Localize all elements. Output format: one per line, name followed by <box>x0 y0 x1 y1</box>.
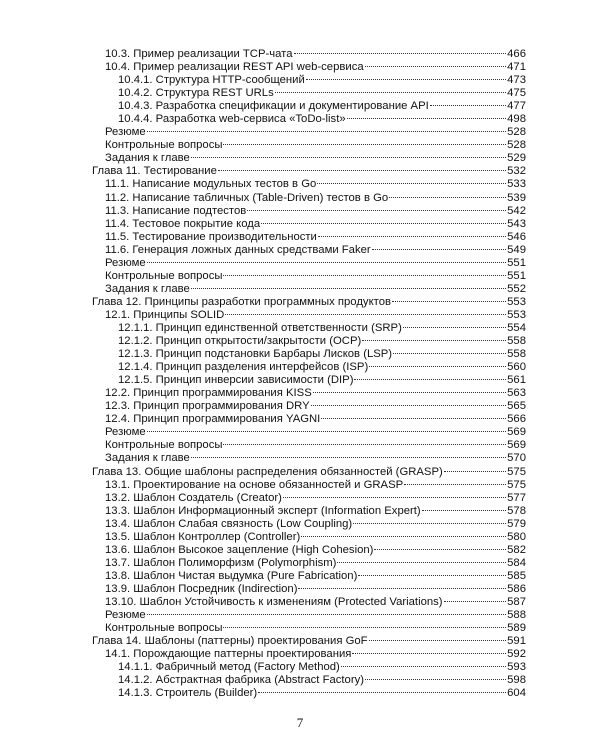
toc-subsection-entry <box>92 113 526 126</box>
toc-section-entry <box>92 152 526 165</box>
dot-leader <box>147 131 506 132</box>
toc-entry-page: 575 <box>507 478 526 491</box>
toc-section-entry <box>92 452 526 465</box>
toc-entry-page: 528 <box>507 126 526 139</box>
toc-entry-title: 11.1. Написание модульных тестов в Go <box>105 178 317 191</box>
toc-section-entry <box>92 283 526 296</box>
toc-section-entry <box>92 126 526 139</box>
toc-entry-page: 466 <box>507 48 526 60</box>
toc-subsection-entry <box>92 687 526 700</box>
toc-section-entry <box>92 648 526 661</box>
toc-entry-page: 528 <box>507 139 526 152</box>
dot-leader <box>294 53 507 54</box>
toc-subsection-entry <box>92 661 526 674</box>
toc-entry-title: 13.9. Шаблон Посредник (Indirection) <box>105 582 298 595</box>
toc-section-entry <box>92 531 526 544</box>
toc-entry-page: 586 <box>507 582 526 595</box>
toc-entry-page: 529 <box>507 152 526 165</box>
toc-entry-title: 12.1. Принципы SOLID <box>105 308 225 321</box>
toc-section-entry <box>92 309 526 322</box>
toc-entry-page: 569 <box>507 439 526 452</box>
dot-leader <box>353 523 506 524</box>
dot-leader <box>358 575 506 576</box>
toc-entry-title: 10.4.2. Структура REST URLs <box>118 87 274 100</box>
dot-leader <box>444 471 506 472</box>
toc-section-entry <box>92 622 526 635</box>
toc-entry-page: 543 <box>507 217 526 230</box>
dot-leader <box>393 353 506 354</box>
toc-entry-title: Контрольные вопросы <box>105 439 223 452</box>
toc-entry-title: Контрольные вопросы <box>105 269 223 282</box>
toc-entry-page: 539 <box>507 191 526 204</box>
dot-leader <box>247 210 506 211</box>
toc-entry-title: 12.1.3. Принцип подстановки Барбары Лисков (LSP) <box>118 348 393 361</box>
toc-section-entry <box>92 492 526 505</box>
dot-leader <box>354 379 506 380</box>
toc-section-entry <box>92 557 526 570</box>
toc-entry-title: 12.1.5. Принцип инверсии зависимости (DIP) <box>118 374 354 387</box>
toc-section-entry <box>92 192 526 205</box>
toc-subsection-entry <box>92 87 526 100</box>
toc-chapter-entry <box>92 466 526 479</box>
toc-entry-page: 598 <box>507 674 526 687</box>
toc-entry-title: 14.1.3. Строитель (Builder) <box>118 687 258 700</box>
toc-entry-title: 13.5. Шаблон Контроллер (Controller) <box>105 530 301 543</box>
toc-entry-page: 498 <box>507 113 526 126</box>
toc-section-entry <box>92 218 526 231</box>
toc-entry-page: 580 <box>507 530 526 543</box>
toc-entry-page: 553 <box>507 295 526 308</box>
toc-entry-page: 578 <box>507 504 526 517</box>
dot-leader <box>313 392 506 393</box>
toc-section-entry <box>92 205 526 218</box>
toc-entry-title: Резюме <box>105 426 146 439</box>
toc-entry-title: Глава 14. Шаблоны (паттерны) проектирования GoF <box>92 635 368 648</box>
toc-entry-title: 10.4.1. Структура HTTP-сообщений <box>118 74 305 87</box>
dot-leader <box>389 197 506 198</box>
toc-section-entry <box>92 400 526 413</box>
toc-entry-page: 587 <box>507 595 526 608</box>
toc-entry-title: 11.6. Генерация ложных данных средствами Faker <box>105 243 371 256</box>
dot-leader <box>362 340 506 341</box>
toc-entry-title: 13.7. Шаблон Полиморфизм (Polymorphism) <box>105 556 337 569</box>
toc-section-entry <box>92 231 526 244</box>
toc-entry-title: 12.1.4. Принцип разделения интерфейсов (ISP) <box>118 361 369 374</box>
toc-entry-page: 589 <box>507 622 526 635</box>
dot-leader <box>374 549 506 550</box>
dot-leader <box>369 366 506 367</box>
dot-leader <box>218 170 506 171</box>
toc-entry-page: 593 <box>507 661 526 674</box>
dot-leader <box>147 431 506 432</box>
toc-entry-page: 566 <box>507 413 526 426</box>
toc-section-entry <box>92 178 526 191</box>
toc-entry-title: 11.4. Тестовое покрытие кода <box>105 217 261 230</box>
toc-entry-title: Резюме <box>105 609 146 622</box>
toc-entry-page: 473 <box>507 74 526 87</box>
dot-leader <box>147 614 506 615</box>
toc-chapter-entry <box>92 296 526 309</box>
toc-entry-title: 11.3. Написание подтестов <box>105 204 247 217</box>
toc-entry-page: 565 <box>507 400 526 413</box>
toc-entry-page: 551 <box>507 269 526 282</box>
toc-entry-page: 558 <box>507 335 526 348</box>
toc-section-entry <box>92 505 526 518</box>
dot-leader <box>321 418 506 419</box>
toc-section-entry <box>92 583 526 596</box>
toc-entry-title: Глава 11. Тестирование <box>92 165 217 178</box>
dot-leader <box>347 118 507 119</box>
toc-entry-title: 12.3. Принцип программирования DRY <box>105 400 310 413</box>
toc-entry-page: 577 <box>507 491 526 504</box>
toc-subsection-entry <box>92 322 526 335</box>
toc-entry-page: 552 <box>507 282 526 295</box>
toc-section-entry <box>92 270 526 283</box>
toc-entry-title: 13.4. Шаблон Слабая связность (Low Coupling) <box>105 517 353 530</box>
toc-entry-title: 11.5. Тестирование производительности <box>105 230 317 243</box>
toc-entry-title: 13.1. Проектирование на основе обязанностей и GRASP <box>105 478 404 491</box>
toc-subsection-entry <box>92 348 526 361</box>
toc-entry-page: 575 <box>507 465 526 478</box>
toc-entry-title: 10.4. Пример реализации REST API web-сервиса <box>105 61 364 74</box>
toc-section-entry <box>92 61 526 74</box>
toc-entry-title: Задания к главе <box>105 152 190 165</box>
dot-leader <box>283 497 506 498</box>
toc-section-entry <box>92 387 526 400</box>
toc-entry-page: 554 <box>507 321 526 334</box>
toc-entry-title: 13.3. Шаблон Информационный эксперт (Information Expert) <box>105 504 421 517</box>
dot-leader <box>318 236 506 237</box>
toc-section-entry <box>92 139 526 152</box>
toc-entry-title: 12.1.2. Принцип открытости/закрытости (OCP) <box>118 335 362 348</box>
dot-leader <box>306 79 506 80</box>
toc-entry-page: 561 <box>507 374 526 387</box>
toc-section-entry <box>92 570 526 583</box>
toc-subsection-entry <box>92 100 526 113</box>
toc-entry-page: 592 <box>507 648 526 661</box>
dot-leader <box>341 666 506 667</box>
dot-leader <box>337 562 506 563</box>
dot-leader <box>404 484 506 485</box>
toc-entry-title: Контрольные вопросы <box>105 622 223 635</box>
toc-entry-title: 12.2. Принцип программирования KISS <box>105 387 312 400</box>
toc-entry-page: 560 <box>507 361 526 374</box>
toc-entry-title: 14.1. Порождающие паттерны проектирования <box>105 648 352 661</box>
toc-entry-title: 13.6. Шаблон Высокое зацепление (High Cohesion) <box>105 543 374 556</box>
toc-entry-page: 569 <box>507 426 526 439</box>
toc-entry-page: 471 <box>507 61 526 74</box>
toc-entry-page: 563 <box>507 387 526 400</box>
dot-leader <box>369 640 507 641</box>
dot-leader <box>275 92 506 93</box>
toc-entry-page: 551 <box>507 256 526 269</box>
toc-entry-page: 588 <box>507 609 526 622</box>
dot-leader <box>147 262 506 263</box>
toc-entry-title: 10.3. Пример реализации TCP-чата <box>105 48 293 60</box>
toc-entry-page: 475 <box>507 87 526 100</box>
toc-entry-page: 604 <box>507 687 526 700</box>
toc-section-entry <box>92 479 526 492</box>
toc-entry-title: Резюме <box>105 126 146 139</box>
toc-entry-page: 532 <box>507 165 526 178</box>
toc-entry-title: 13.8. Шаблон Чистая выдумка (Pure Fabrication) <box>105 569 358 582</box>
toc-entry-title: Задания к главе <box>105 452 190 465</box>
toc-entry-title: 11.2. Написание табличных (Table-Driven) тестов в Go <box>105 191 389 204</box>
dot-leader <box>223 275 506 276</box>
dot-leader <box>191 457 506 458</box>
toc-section-entry <box>92 48 526 61</box>
toc-subsection-entry <box>92 674 526 687</box>
toc-section-entry <box>92 426 526 439</box>
dot-leader <box>422 510 506 511</box>
toc-entry-title: 10.4.4. Разработка web-сервиса «ToDo-list» <box>118 113 346 126</box>
toc-entry-title: 12.1.1. Принцип единственной ответственности (SRP) <box>118 321 402 334</box>
toc-entry-title: 13.10. Шаблон Устойчивость к изменениям (Protected Variations) <box>105 595 443 608</box>
dot-leader <box>301 536 506 537</box>
dot-leader <box>365 679 506 680</box>
toc-entry-page: 558 <box>507 348 526 361</box>
toc-entry-page: 591 <box>507 635 526 648</box>
dot-leader <box>392 301 506 302</box>
toc-entry-page: 477 <box>507 100 526 113</box>
toc-entry-title: 12.4. Принцип программирования YAGNI <box>105 413 321 426</box>
dot-leader <box>191 157 506 158</box>
toc-section-entry <box>92 439 526 452</box>
toc-subsection-entry <box>92 374 526 387</box>
toc-entry-title: Глава 13. Общие шаблоны распределения обязанностей (GRASP) <box>92 465 443 478</box>
toc-entry-page: 579 <box>507 517 526 530</box>
dot-leader <box>191 288 506 289</box>
toc-section-entry <box>92 413 526 426</box>
toc-entry-title: 14.1.1. Фабричный метод (Factory Method) <box>118 661 340 674</box>
dot-leader <box>298 588 506 589</box>
dot-leader <box>261 223 506 224</box>
dot-leader <box>365 66 507 67</box>
toc-entry-page: 582 <box>507 543 526 556</box>
toc-subsection-entry <box>92 361 526 374</box>
toc-section-entry <box>92 596 526 609</box>
dot-leader <box>372 249 506 250</box>
toc-section-entry <box>92 257 526 270</box>
toc-entry-page: 570 <box>507 452 526 465</box>
toc-subsection-entry <box>92 74 526 87</box>
dot-leader <box>223 627 506 628</box>
toc-section-entry <box>92 544 526 557</box>
dot-leader <box>223 444 506 445</box>
toc-chapter-entry <box>92 165 526 178</box>
toc-entry-page: 549 <box>507 243 526 256</box>
toc-entry-page: 585 <box>507 569 526 582</box>
toc-entry-page: 542 <box>507 204 526 217</box>
toc-entry-page: 533 <box>507 178 526 191</box>
toc-entry-page: 584 <box>507 556 526 569</box>
page-number: 7 <box>296 715 304 730</box>
table-of-contents <box>92 48 526 700</box>
dot-leader <box>430 105 506 106</box>
toc-section-entry <box>92 244 526 257</box>
toc-entry-title: Задания к главе <box>105 282 190 295</box>
toc-entry-page: 546 <box>507 230 526 243</box>
dot-leader <box>352 653 506 654</box>
dot-leader <box>258 692 506 693</box>
dot-leader <box>311 405 507 406</box>
toc-entry-title: 14.1.2. Абстрактная фабрика (Abstract Factory) <box>118 674 364 687</box>
toc-chapter-entry <box>92 635 526 648</box>
dot-leader <box>403 327 506 328</box>
toc-section-entry <box>92 518 526 531</box>
dot-leader <box>317 183 506 184</box>
dot-leader <box>223 144 506 145</box>
dot-leader <box>444 601 507 602</box>
toc-entry-title: 13.2. Шаблон Создатель (Creator) <box>105 491 282 504</box>
dot-leader <box>225 314 506 315</box>
toc-entry-title: Глава 12. Принципы разработки программных продуктов <box>92 295 391 308</box>
toc-entry-page: 553 <box>507 308 526 321</box>
toc-subsection-entry <box>92 335 526 348</box>
toc-entry-title: Резюме <box>105 256 146 269</box>
toc-section-entry <box>92 609 526 622</box>
toc-entry-title: Контрольные вопросы <box>105 139 223 152</box>
toc-entry-title: 10.4.3. Разработка спецификации и документирование API <box>118 100 429 113</box>
